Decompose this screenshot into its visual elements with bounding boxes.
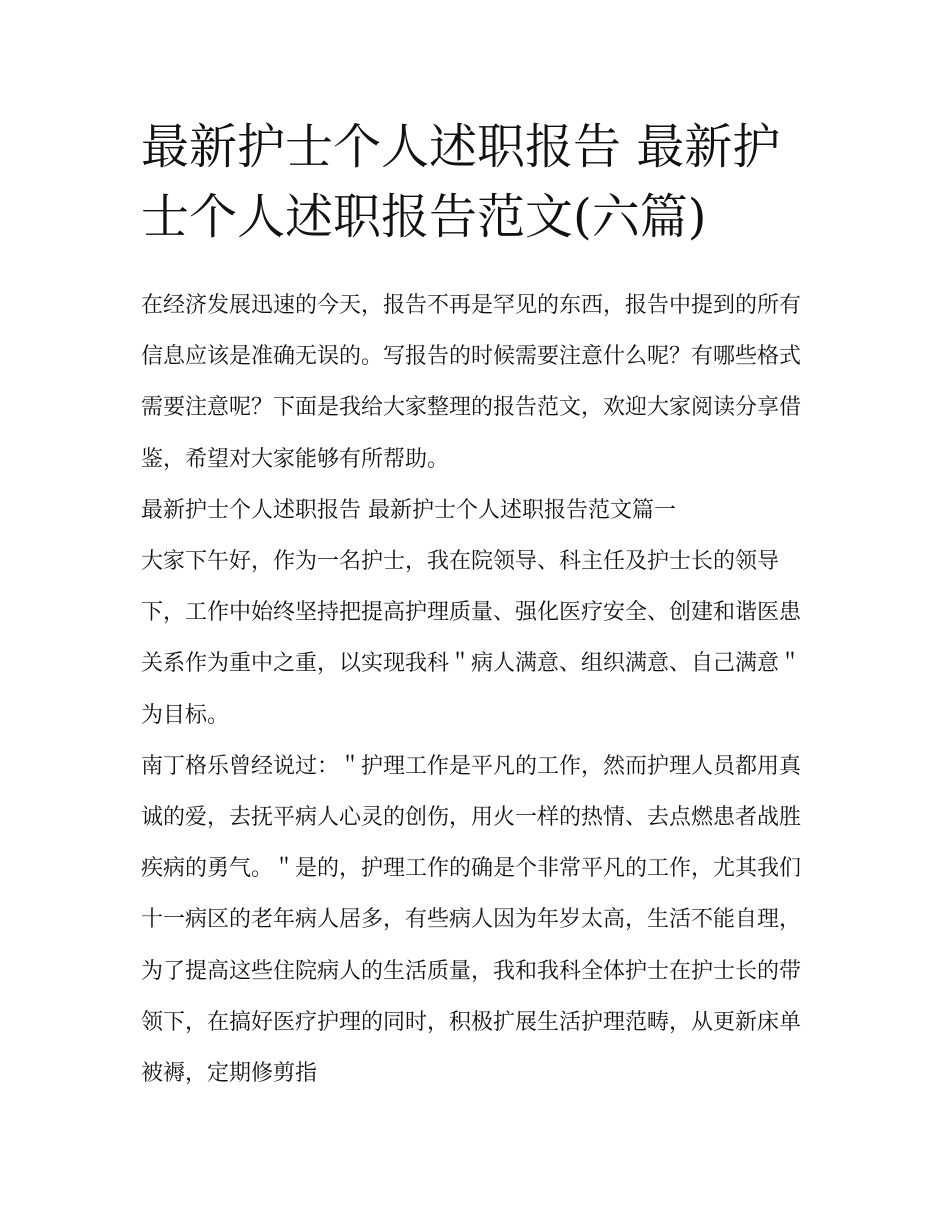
document-body <box>141 280 813 1099</box>
intro-paragraph: 在经济发展迅速的今天，报告不再是罕见的东西，报告中提到的所有信息应该是准确无误的。写报告的时候需要注意什么呢？有哪些格式需要注意呢？下面是我给大家整理的报告范文，欢迎大家阅读分享借鉴，希望对大家能够有所帮助。 <box>141 293 802 472</box>
body-paragraph: 南丁格乐曾经说过：＂护理工作是平凡的工作，然而护理人员都用真诚的爱，去抚平病人心灵的创伤，用火一样的热情、去点燃患者战胜疾病的勇气。＂是的，护理工作的确是个非常平凡的工作，尤其我们十一病区的老年病人居多，有些病人因为年岁太高，生活不能自理，为了提高这些住院病人的生活质量，我和我科全体护士在护士长的带领下，在搞好医疗护理的同时，积极扩展生活护理范畴，从更新床单被褥，定期修剪指 <box>141 753 802 1087</box>
document-title: 最新护士个人述职报告 最新护士个人述职报告范文(六篇) <box>141 119 781 245</box>
section-heading: 最新护士个人述职报告 最新护士个人述职报告范文篇一 <box>141 497 676 523</box>
body-paragraph: 大家下午好，作为一名护士，我在院领导、科主任及护士长的领导下，工作中始终坚持把提高护理质量、强化医疗安全、创建和谐医患关系作为重中之重，以实现我科＂病人满意、组织满意、自己满意＂为目标。 <box>141 549 802 728</box>
